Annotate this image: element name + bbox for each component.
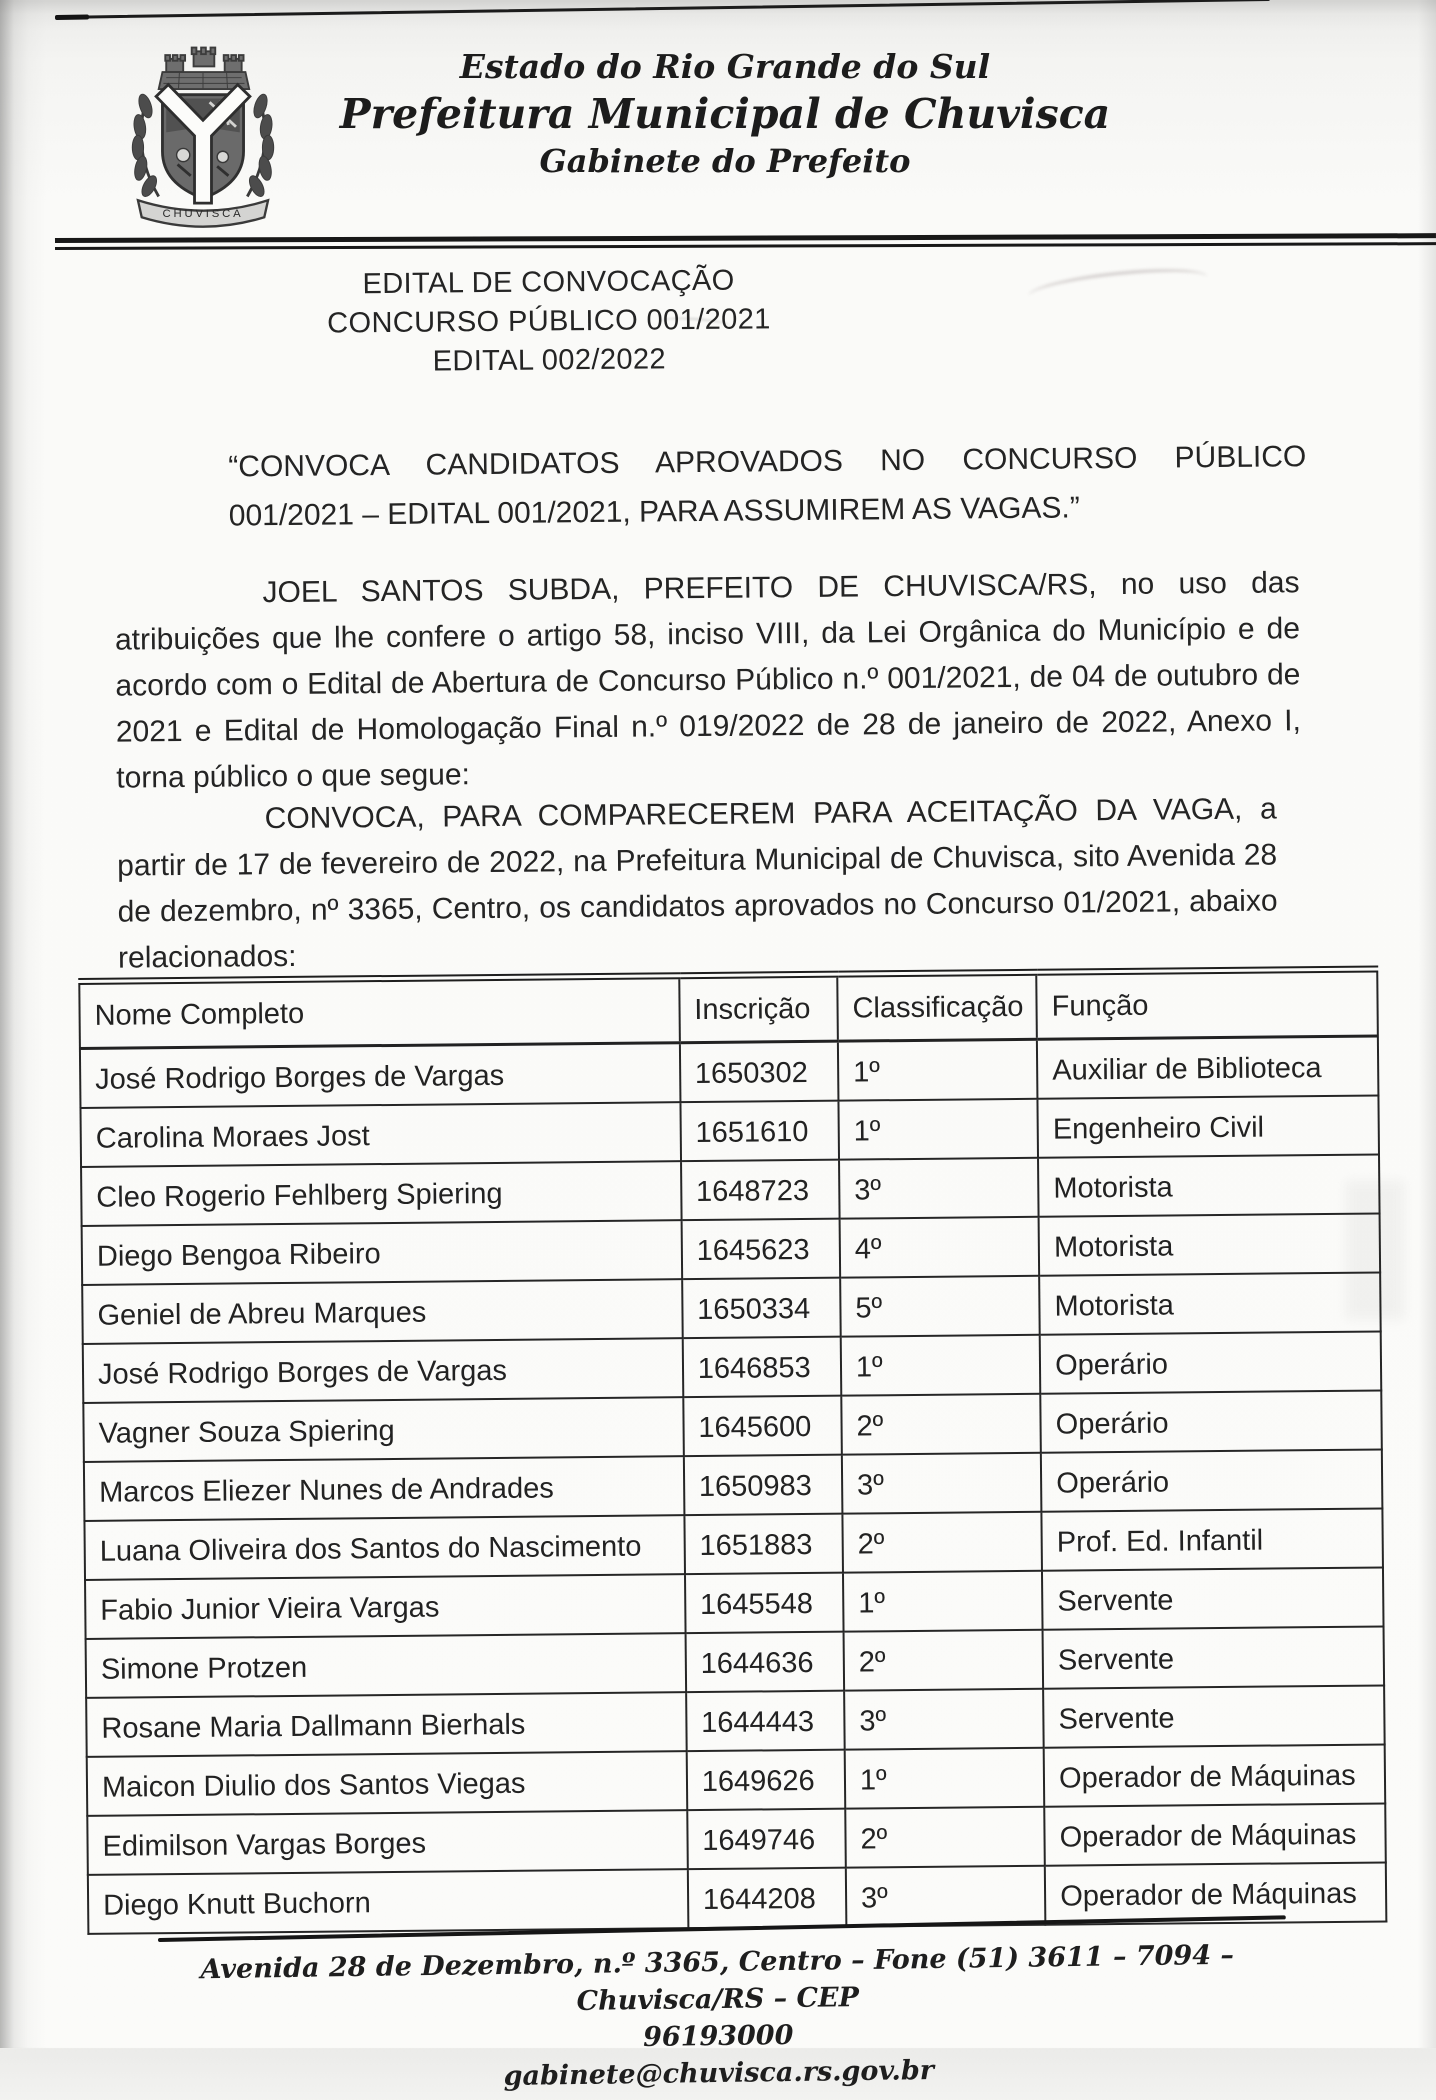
convocation-paragraph: CONVOCA, PARA COMPARECEREM PARA ACEITAÇÃO DA VAGA, a partir de 17 de fevereiro de 2022, na Prefeitura Municipal de Chuvisca, sito Avenida 28 de dezembro, nº 3365, Centro, os candidatos aprovados no Concurso 01/2021, abaixo relacionados: xyxy=(117,792,1278,975)
table-cell: 3º xyxy=(842,1453,1042,1514)
preamble-paragraph: JOEL SANTOS SUBDA, PREFEITO DE CHUVISCA/RS, no uso das atribuições que lhe confere o artigo 58, inciso VIII, da Lei Orgânica do Município e de acordo com o Edital de Abertura de Concurso Público n.º 001/2021, de 04 de outubro de 2021 e Edital de Homologação Final n.º 019/2022 de 28 de janeiro de 2022, Anexo I, torna público o que segue: xyxy=(114,566,1301,795)
table-cell: 1º xyxy=(838,1099,1038,1160)
document-title xyxy=(173,260,924,384)
table-cell: 4º xyxy=(840,1217,1040,1278)
candidates-table xyxy=(78,965,1387,1934)
table-cell: 1º xyxy=(841,1335,1041,1396)
table-cell: Edimilson Vargas Borges xyxy=(87,1810,687,1875)
table-cell: Engenheiro Civil xyxy=(1038,1095,1379,1157)
table-cell: 1650302 xyxy=(680,1041,839,1102)
table-cell: Carolina Moraes Jost xyxy=(80,1102,680,1167)
table-cell: 2º xyxy=(841,1394,1041,1455)
footer xyxy=(127,1936,1309,2100)
table-cell: 3º xyxy=(844,1689,1044,1750)
table-header-row xyxy=(79,969,1378,1048)
letterhead-municipality: Prefeitura Municipal de Chuvisca xyxy=(339,90,1111,138)
quote-line-1: “CONVOCA CANDIDATOS APROVADOS NO CONCURSO PÚBLICO xyxy=(228,440,1307,484)
table-cell: Simone Protzen xyxy=(86,1633,686,1698)
table-cell: 2º xyxy=(844,1630,1044,1691)
table-cell: Rosane Maria Dallmann Bierhals xyxy=(86,1692,686,1757)
table-cell: Auxiliar de Biblioteca xyxy=(1037,1036,1378,1099)
table-cell: Motorista xyxy=(1039,1272,1380,1334)
table-cell: Operador de Máquinas xyxy=(1045,1862,1386,1924)
table-cell: Operário xyxy=(1041,1449,1382,1511)
table-cell: Operário xyxy=(1040,1331,1381,1393)
table-cell: Geniel de Abreu Marques xyxy=(82,1279,682,1344)
table-cell: 1650983 xyxy=(684,1455,843,1516)
table-cell: 1º xyxy=(843,1571,1043,1632)
table-cell: Vagner Souza Spiering xyxy=(83,1397,683,1462)
title-line-2: CONCURSO PÚBLICO 001/2021 xyxy=(327,303,771,340)
letterhead-state: Estado do Rio Grande do Sul xyxy=(459,47,991,86)
table-header-cell: Nome Completo xyxy=(79,976,679,1049)
table-cell: 3º xyxy=(846,1866,1046,1927)
table-cell: Cleo Rogerio Fehlberg Spiering xyxy=(81,1161,681,1226)
table-header-cell: Classificação xyxy=(837,972,1037,1041)
table-cell: Diego Knutt Buchorn xyxy=(88,1869,688,1934)
table-cell: 2º xyxy=(842,1512,1042,1573)
table-cell: 1651883 xyxy=(684,1514,843,1575)
table-cell: Servente xyxy=(1043,1685,1384,1747)
table-cell: 5º xyxy=(840,1276,1040,1337)
letterhead-office: Gabinete do Prefeito xyxy=(539,142,911,180)
crest-banner-text: CHUVISCA xyxy=(162,208,244,221)
table-header-cell: Inscrição xyxy=(679,974,838,1043)
table-cell: Operador de Máquinas xyxy=(1044,1803,1385,1865)
table-cell: Marcos Eliezer Nunes de Andrades xyxy=(84,1456,684,1521)
table-cell: 1º xyxy=(845,1748,1045,1809)
table-cell: Fabio Junior Vieira Vargas xyxy=(85,1574,685,1639)
footer-email: gabinete@chuvisca.rs.gov.br xyxy=(503,2054,935,2092)
table-cell: Diego Bengoa Ribeiro xyxy=(82,1220,682,1285)
table-cell: Motorista xyxy=(1039,1213,1380,1275)
quote-line-2: 001/2021 – EDITAL 001/2021, PARA ASSUMIREM AS VAGAS.” xyxy=(228,491,1080,533)
candidates-table-body xyxy=(80,1036,1386,1934)
table-cell: José Rodrigo Borges de Vargas xyxy=(80,1043,680,1108)
table-cell: Operário xyxy=(1040,1390,1381,1452)
table-cell: 1645623 xyxy=(681,1219,840,1280)
table-cell: 1650334 xyxy=(682,1278,841,1339)
footer-cep: 96193000 xyxy=(642,2019,794,2054)
table-cell: 2º xyxy=(845,1807,1045,1868)
table-cell: 3º xyxy=(839,1158,1039,1219)
table-cell: 1644208 xyxy=(688,1868,847,1929)
table-cell: Maicon Diulio dos Santos Viegas xyxy=(87,1751,687,1816)
table-cell: Servente xyxy=(1042,1567,1383,1629)
candidates-table-head xyxy=(79,969,1378,1048)
table-cell: 1645548 xyxy=(685,1573,844,1634)
table-cell: 1º xyxy=(838,1039,1038,1100)
table-cell: Operador de Máquinas xyxy=(1044,1744,1385,1806)
title-line-3: EDITAL 002/2022 xyxy=(432,343,667,378)
table-cell: 1645600 xyxy=(683,1396,842,1457)
summary-quote xyxy=(228,432,1307,540)
table-cell: 1651610 xyxy=(680,1101,839,1162)
table-row xyxy=(88,1862,1387,1933)
table-cell: Motorista xyxy=(1038,1154,1379,1216)
table-cell: 1644443 xyxy=(686,1691,845,1752)
table-cell: 1644636 xyxy=(685,1632,844,1693)
title-line-1: EDITAL DE CONVOCAÇÃO xyxy=(362,264,735,301)
table-header-cell: Função xyxy=(1036,969,1378,1039)
footer-address: Avenida 28 de Dezembro, n.º 3365, Centro – Fone (51) 3611 – 7094 – Chuvisca/RS – CEP xyxy=(200,1939,1235,2017)
table-cell: José Rodrigo Borges de Vargas xyxy=(83,1338,683,1403)
table-cell: 1648723 xyxy=(681,1160,840,1221)
table-cell: 1649626 xyxy=(686,1750,845,1811)
table-cell: 1646853 xyxy=(682,1337,841,1398)
table-cell: Servente xyxy=(1043,1626,1384,1688)
table-cell: Prof. Ed. Infantil xyxy=(1042,1508,1383,1570)
table-cell: Luana Oliveira dos Santos do Nascimento xyxy=(84,1515,684,1580)
table-cell: 1649746 xyxy=(687,1809,846,1870)
